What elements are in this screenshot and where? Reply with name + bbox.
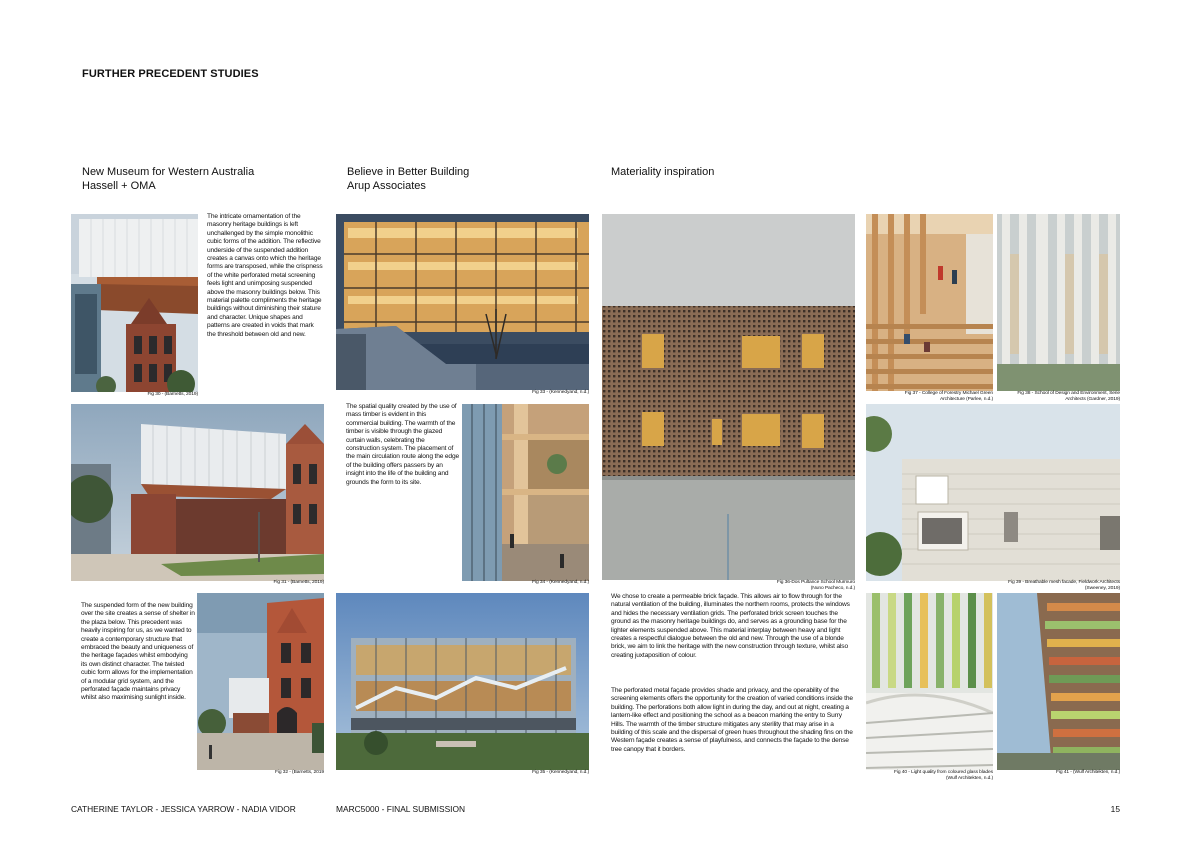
text-arup-1: The spatial quality created by the use of mass timber is evident in this commercial building. The warmth of the timber is visible through the glazed curtain walls, celebrating the construction system. The placement of the main circulation route along the edge of the building offers passers by an insight into the life of the building and grounds the form to its site. xyxy=(346,403,459,486)
caption-fig-35: Fig 35 - (Kennedyand, n.d.) xyxy=(532,770,589,775)
text-materiality-2: The perforated metal façade provides shade and privacy, and the operability of the screening elements offers the opportunity for the creation of varied conditions inside the building. The perforations both allow light in during the day, and out at night, creating a lantern-like effect and positioning the school as a beacon marking the entry to Surry Hills. The warmth of the timber structure mitigates any sterility that may arise in a building of this scale and the dispersal of green hues throughout the shading fins on the Western façade creates a sense of playfulness, and connects the façade to the dense tree canopy that it borders. xyxy=(611,687,853,753)
caption-fig-40-line1: Fig 40 - Light quality from coloured glass blades xyxy=(894,770,993,775)
footer-authors: CATHERINE TAYLOR - JESSICA YARROW - NADIA VIDOR xyxy=(71,804,296,814)
page-title: FURTHER PRECEDENT STUDIES xyxy=(82,68,259,80)
heading-museum-architect: Hassell + OMA xyxy=(82,180,156,192)
caption-fig-34: Fig 34 - (Kennedyand, n.d.) xyxy=(532,580,589,585)
caption-fig-41: Fig 41 - (Wulf Architekten, n.d.) xyxy=(1055,770,1120,775)
photo-museum-plaza xyxy=(71,404,324,581)
caption-fig-33: Fig 33 - (Kennedyand, n.d.) xyxy=(532,390,589,395)
caption-fig-39-line2: (Sweeney, 2019) xyxy=(1084,586,1120,591)
heading-materiality: Materiality inspiration xyxy=(611,166,715,178)
caption-fig-31: Fig 31 - (Barnetts, 2019) xyxy=(273,580,324,585)
caption-fig-40 xyxy=(866,770,993,782)
photo-coloured-glass-blades xyxy=(866,593,993,770)
caption-fig-38-line2: Architects (Gardner, 2019) xyxy=(1065,397,1120,402)
photo-breathable-mesh-facade xyxy=(866,404,1120,581)
caption-fig-36 xyxy=(700,580,855,592)
photo-arup-timber-interior xyxy=(462,404,589,581)
caption-fig-37-line1: Fig 37 - College of Forestry Michael Green xyxy=(904,391,993,396)
caption-fig-38-line1: Fig 38 - School of Design and Environment, Serie xyxy=(1017,391,1120,396)
photo-design-school-fins xyxy=(997,214,1120,391)
text-materiality-1: We chose to create a permeable brick façade. This allows air to flow through for the natural ventilation of the building, illuminates the northern rooms, protects the windows and hides the necessary ventilation grids. The perforated brick screen touches the ground as the masonry heritage buildings do, and serves as a grounding base for the lighter elements suspended above. This material interplay between heavy and light creates a respectful dialogue between the old and new. Through the use of a blonde brick, we aim to link the heritage with the new construction through texture, whilst also creating juxtaposition of colour. xyxy=(611,593,850,659)
photo-arup-dusk-exterior xyxy=(336,593,589,770)
photo-museum-underside xyxy=(71,214,198,392)
caption-fig-39 xyxy=(940,580,1120,592)
heading-arup-architect: Arup Associates xyxy=(347,180,426,192)
photo-perforated-brick-school xyxy=(602,214,855,580)
caption-fig-38 xyxy=(997,391,1120,403)
page-number: 15 xyxy=(1110,804,1120,814)
caption-fig-30: Fig 30 - (Barnetts, 2019) xyxy=(147,392,198,397)
text-museum-2: The suspended form of the new building over the site creates a sense of shelter in the plaza below. This precedent was heavily inspiring for us, as we wanted to create a contemporary structure that embraced the beauty and uniqueness of the heritage façades whilst embodying its own distinct character. The twisted cubic form allows for the implementation of a modular grid system, and the perforated façade maintains privacy whilst also maximising sunlight inside. xyxy=(81,602,195,702)
caption-fig-36-line2: (Nuno Pacheco, n.d.) xyxy=(810,586,855,591)
text-museum-1: The intricate ornamentation of the masonry heritage buildings is left unchallenged by the simple monolithic cubic forms of the addition. The reflective underside of the suspended addition creates a canvas onto which the heritage forms are transposed, while the crispness of the white perforated metal screening feels light and unimposing suspended above the masonry buildings below. This material palette compliments the heritage buildings without diminishing their stature and character. Unique shapes and patterns are created in voids that mark the threshold between old and new. xyxy=(207,213,323,338)
caption-fig-37 xyxy=(866,391,993,403)
caption-fig-37-line2: Architecture (Parlee, n.d.) xyxy=(939,397,993,402)
photo-arup-night-facade xyxy=(336,214,589,390)
caption-fig-36-line1: Fig 36-Dos Pultance School Murmuro xyxy=(776,580,855,585)
heading-arup-title: Believe in Better Building xyxy=(347,166,470,178)
caption-fig-40-line2: (Wulf Architekten, n.d.) xyxy=(946,776,993,781)
heading-arup xyxy=(347,165,469,193)
heading-museum-title: New Museum for Western Australia xyxy=(82,166,255,178)
caption-fig-32: Fig 32 - (Barnetts, 2019 xyxy=(275,770,324,775)
photo-forestry-college-stairs xyxy=(866,214,993,391)
heading-museum xyxy=(82,165,254,193)
footer-course: MARC5000 - FINAL SUBMISSION xyxy=(336,804,466,814)
caption-fig-39-line1: Fig 39 - Breathable mesh facade, Fieldwork Architects xyxy=(1008,580,1120,585)
photo-coloured-fins-facade xyxy=(997,593,1120,770)
photo-museum-street xyxy=(197,593,324,770)
